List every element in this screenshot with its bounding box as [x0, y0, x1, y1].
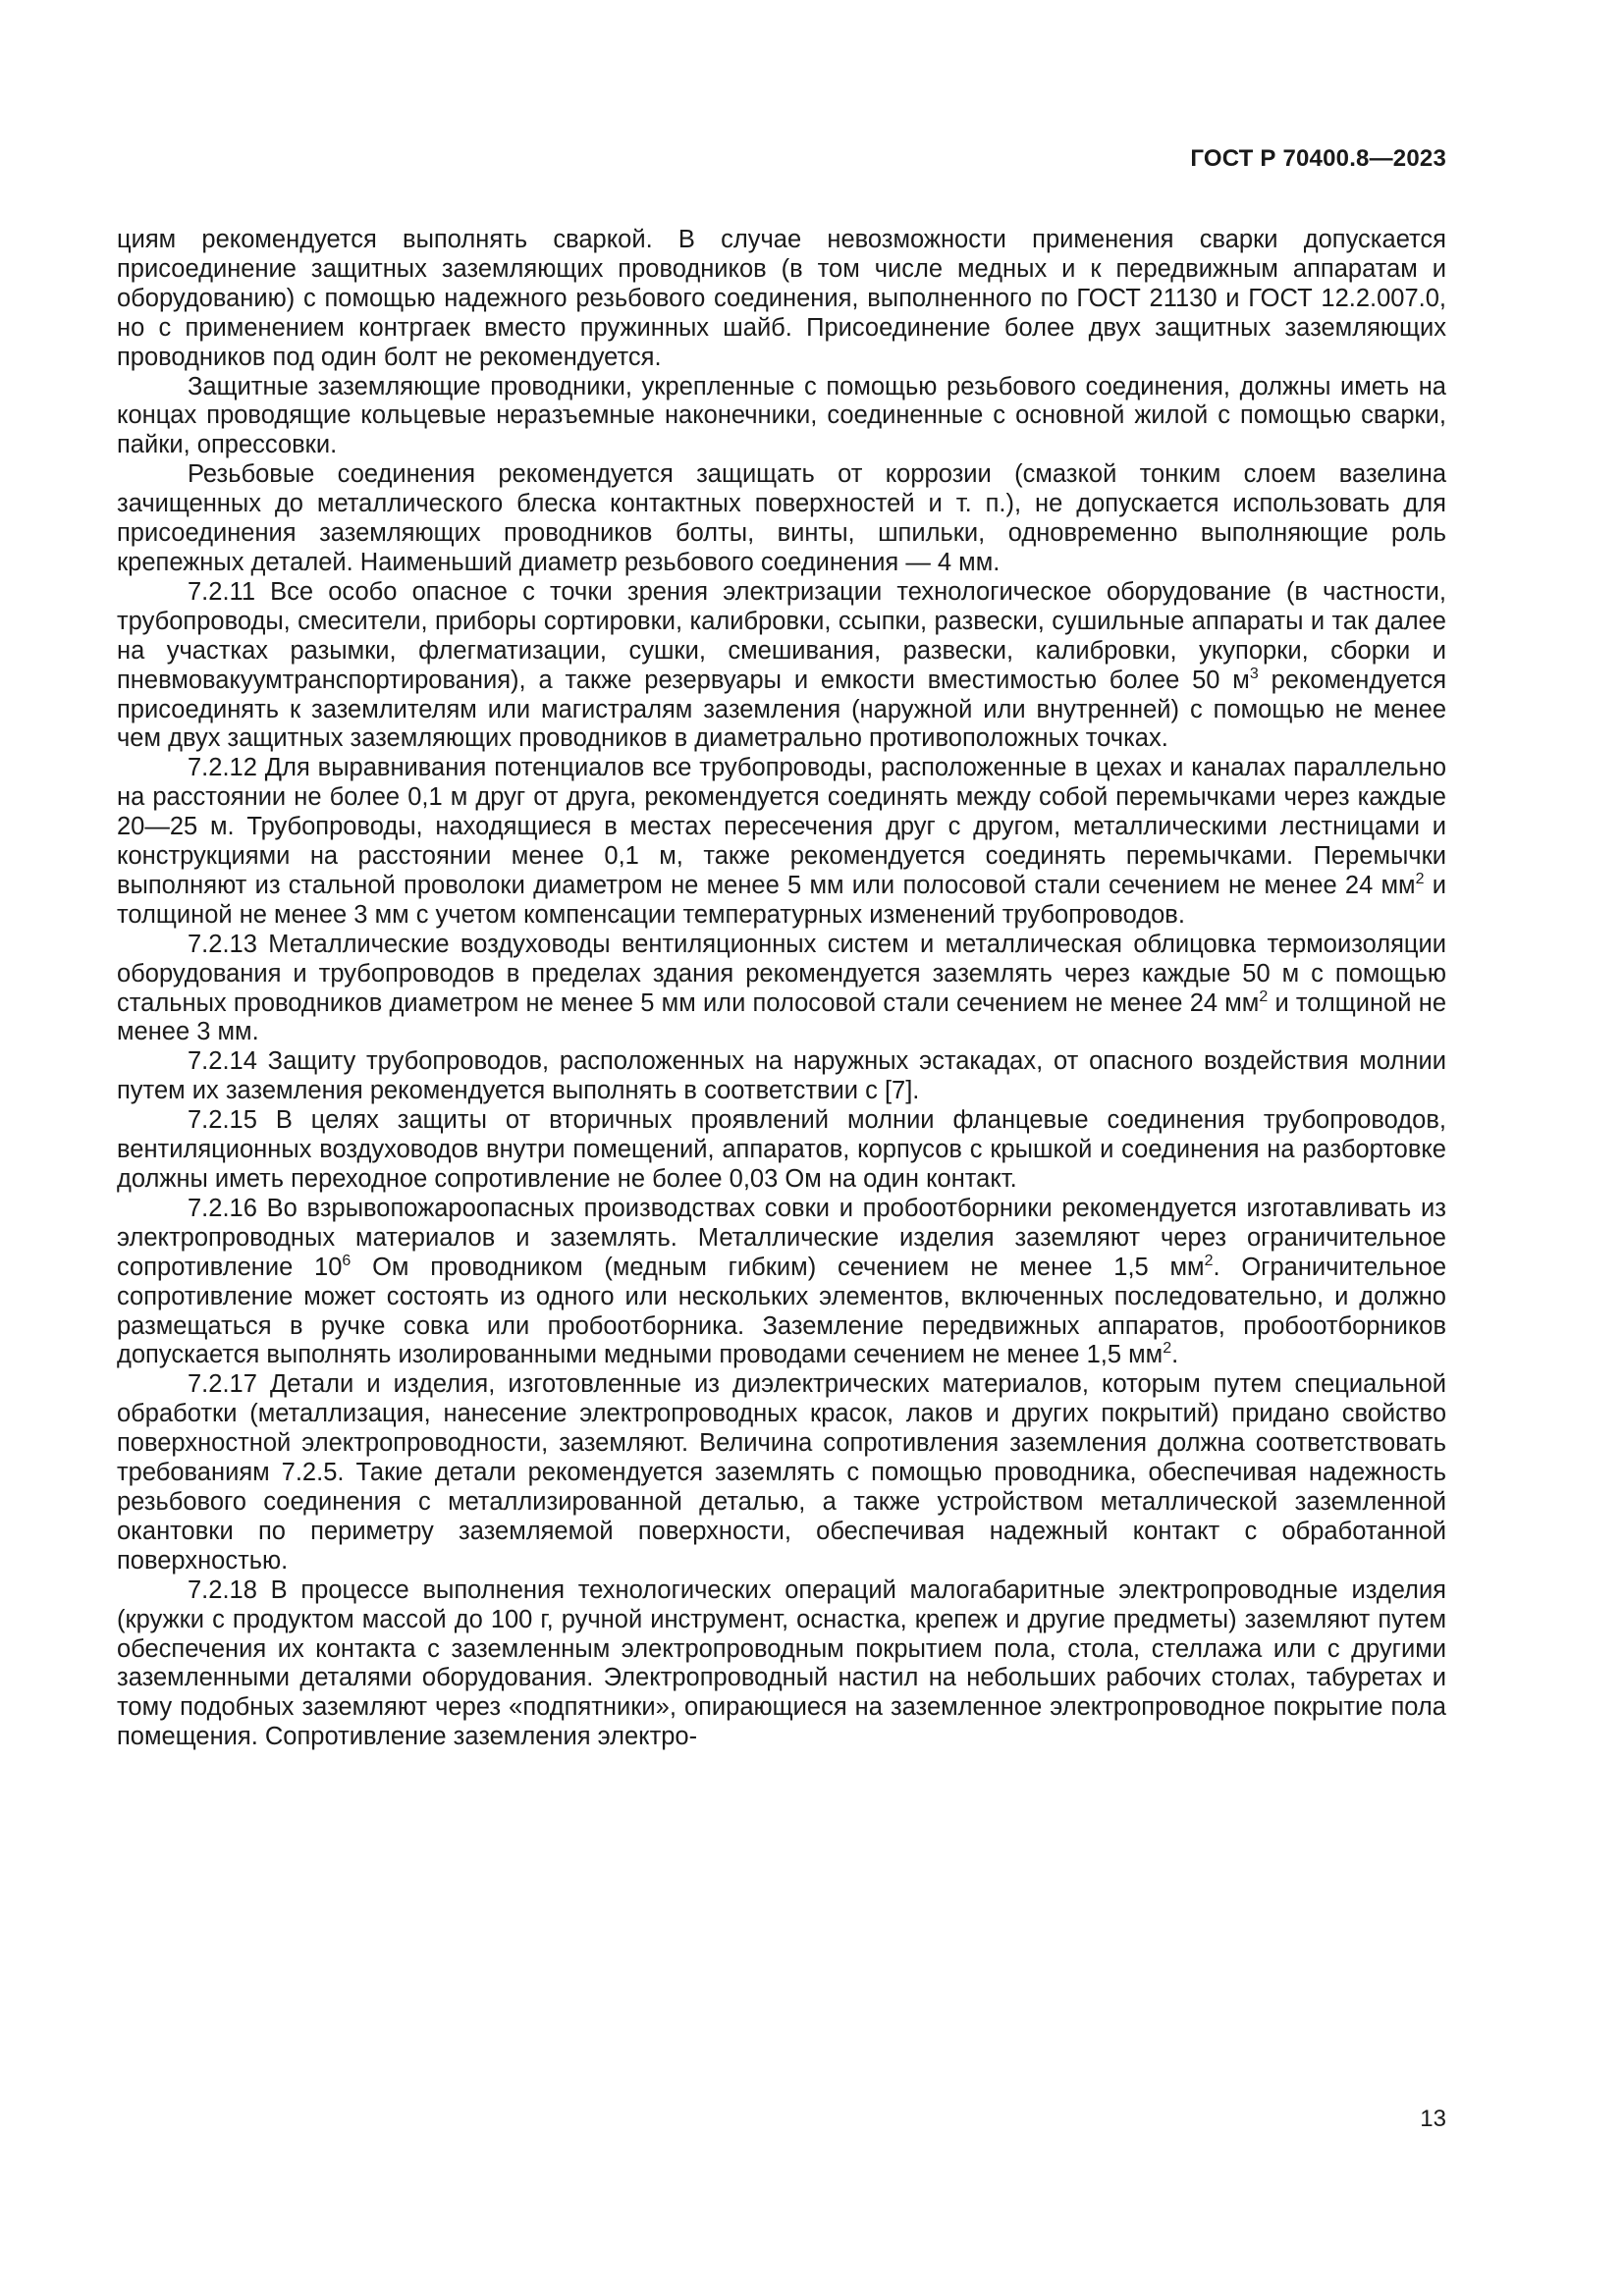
paragraph-p6	[117, 1047, 1446, 1106]
paragraph-text: 7.2.11 Все особо опасное с точки зрения электризации технологическое оборудование (в частности, трубопроводы, смесители, приборы сортировки, калибровки, ссыпки, развески, сушильные аппараты и так далее на участках разымки, флегматизации, сушки, смешивания, развески, калибровки, укупорки, сборки и пневмовакуумтранспортирования), а также резервуары и емкости вместимостью более 50 м	[117, 577, 1446, 694]
paragraph-text: 7.2.17 Детали и изделия, изготовленные из диэлектрических материалов, которым путем специальной обработки (металлизация, нанесение электропроводных красок, лаков и других покрытий) придано свойство поверхностной электропроводности, заземляют. Величина сопротивления заземления должна соответствовать требованиям 7.2.5. Такие детали рекомендуется заземлять с помощью проводника, обеспечивая надежность резьбового соединения с металлизированной деталью, а также устройством металлической заземленной окантовки по периметру заземляемой поверхности, обеспечивая надежный контакт с обработанной поверхностью.	[117, 1370, 1446, 1575]
paragraph-text: Ом проводником (медным гибким) сечением не менее 1,5 мм	[351, 1253, 1205, 1281]
superscript: 6	[342, 1252, 352, 1269]
paragraph-p7	[117, 1106, 1446, 1195]
paragraph-text: 7.2.15 В целях защиты от вторичных проявлений молнии фланцевые соединения трубопроводов, вентиляционных воздуховодов внутри помещений, аппаратов, корпусов с крышкой и соединения на разбортовке должны иметь переходное сопротивление не более 0,03 Ом на один контакт.	[117, 1106, 1446, 1193]
paragraph-p2	[117, 460, 1446, 578]
paragraph-text: Резьбовые соединения рекомендуется защищать от коррозии (смазкой тонким слоем вазелина зачищенных до металлического блеска контактных поверхностей и т. п.), не допускается использовать для присоединения заземляющих проводников болты, винты, шпильки, одновременно выполняющие роль крепежных деталей. Наименьший диаметр резьбового соединения — 4 мм.	[117, 460, 1446, 576]
paragraph-p10	[117, 1576, 1446, 1752]
paragraph-text: рекомендуется присоединять к заземлителям или магистралям заземления (наружной или внутренней) с помощью не менее чем двух защитных заземляющих проводников в диаметрально противоположных точках.	[117, 666, 1447, 753]
paragraph-text: 7.2.13 Металлические воздуховоды вентиляционных систем и металлическая облицовка термоизоляции оборудования и трубопроводов в пределах здания рекомендуется заземлять через каждые 50 м с помощью стальных проводников диаметром не менее 5 мм или полосовой стали сечением не менее 24 мм	[117, 930, 1446, 1017]
paragraph-text: Защитные заземляющие проводники, укрепленные с помощью резьбового соединения, должны иметь на концах проводящие кольцевые неразъемные наконечники, соединенные с основной жилой с помощью сварки, пайки, опрессовки.	[117, 372, 1446, 459]
paragraph-text: и толщиной не менее 3 мм.	[117, 988, 1447, 1046]
paragraph-text: . Ограничительное сопротивление может состоять из одного или нескольких элементов, включенных последовательно, и должно размещаться в ручке совка или пробоотборника. Заземление передвижных аппаратов, пробоотборников допускается выполнять изолированными медными проводами сечением не менее 1,5 мм	[117, 1253, 1447, 1369]
paragraph-text: 7.2.14 Защиту трубопроводов, расположенных на наружных эстакадах, от опасного воздействия молнии путем их заземления рекомендуется выполнять в соответствии с [7].	[117, 1047, 1446, 1105]
paragraph-p5	[117, 931, 1446, 1048]
paragraph-p8	[117, 1195, 1446, 1370]
paragraph-p9	[117, 1370, 1446, 1575]
superscript: 2	[1163, 1340, 1172, 1358]
paragraph-text: циям рекомендуется выполнять сваркой. В случае невозможности применения сварки допускается присоединение защитных заземляющих проводников (в том числе медных и к передвижным аппаратам и оборудованию) с помощью надежного резьбового соединения, выполненного по ГОСТ 21130 и ГОСТ 12.2.007.0, но с применением контргаек вместо пружинных шайб. Присоединение более двух защитных заземляющих проводников под один болт не рекомендуется.	[117, 226, 1446, 371]
paragraph-text: и толщиной не менее 3 мм с учетом компенсации температурных изменений трубопроводов.	[117, 871, 1446, 929]
paragraph-text: 7.2.18 В процессе выполнения технологических операций малогабаритные электропроводные изделия (кружки с продуктом массой до 100 г, ручной инструмент, оснастка, крепеж и другие предметы) заземляют путем обеспечения их контакта с заземленным электропроводным покрытием пола, стола, стеллажа или с другими заземленными деталями оборудования. Электропроводный настил на небольших рабочих столах, табуретах и тому подобных заземляют через «подпятники», опирающиеся на заземленное электропроводное покрытие пола помещения. Сопротивление заземления электро-	[117, 1575, 1446, 1751]
superscript: 2	[1415, 870, 1425, 887]
paragraph-p0	[117, 226, 1446, 373]
body-text	[117, 226, 1446, 1752]
paragraph-text: 7.2.12 Для выравнивания потенциалов все трубопроводы, расположенные в цехах и каналах параллельно на расстоянии не более 0,1 м друг от друга, рекомендуется соединять между собой перемычками через каждые 20—25 м. Трубопроводы, находящиеся в местах пересечения друг с другом, металлическими лестницами и конструкциями на расстоянии менее 0,1 м, также рекомендуется соединять перемычками. Перемычки выполняют из стальной проволоки диаметром не менее 5 мм или полосовой стали сечением не менее 24 мм	[117, 754, 1446, 899]
superscript: 3	[1249, 665, 1259, 682]
paragraph-p3	[117, 578, 1446, 754]
page-number: 13	[1420, 2106, 1446, 2132]
standard-header: ГОСТ Р 70400.8—2023	[1190, 145, 1446, 172]
paragraph-p4	[117, 754, 1446, 930]
paragraph-text: 7.2.16 Во взрывопожароопасных производствах совки и пробоотборники рекомендуется изготавливать из электропроводных материалов и заземлять. Металлические изделия заземляют через ограничительное сопротивление 10	[117, 1194, 1446, 1281]
superscript: 2	[1259, 988, 1269, 1005]
superscript: 2	[1204, 1252, 1214, 1269]
paragraph-p1	[117, 373, 1446, 461]
paragraph-text: .	[1171, 1341, 1179, 1369]
